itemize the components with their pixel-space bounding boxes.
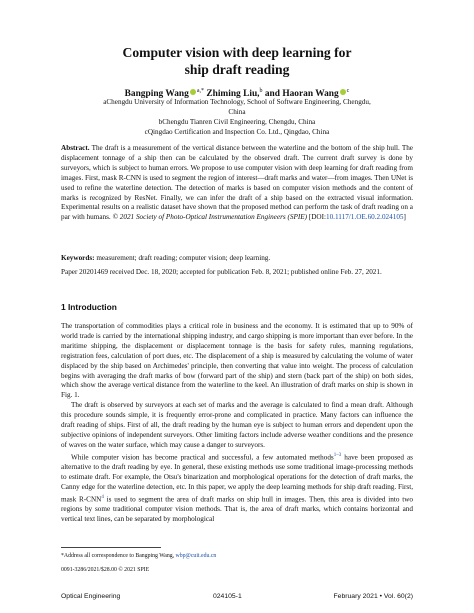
intro-paragraph-2: The draft is observed by surveyors at each set of marks and the average is calculated to find a mean draft. Although this procedure sounds simple, it is frequently error-prone and complicated in practice. Many factors can influence the draft reading of ships. First of all, the draft reading by the human eye is subject to human errors and dependent upon the subjective opinions of independent surveyors. Other limiting factors include adverse weather conditions and the presence of waves on the water surface, which may cause a danger to surveyors. [61,401,413,449]
doi-prefix: [DOI: [308,213,326,222]
paper-history: Paper 20201469 received Dec. 18, 2020; accepted for publication Feb. 8, 2021; published online Feb. 27, 2021. [61,268,382,276]
page-number: 024105-1 [213,593,242,600]
affiliation-a-country: China [228,108,246,116]
affiliation-c: cQingdao Certification and Inspection Co. Ltd., Qingdao, China [144,128,330,136]
title-line-1: Computer vision with deep learning for [122,45,352,60]
footnote-divider [61,547,161,548]
intro-p3-part-c: is used to segment the area of draft marks on ship hull in images. Then, this area is divided into two regions by some traditional computer vision methods. That is, the area of draft marks, which contains horizontal and vertical text lines, can be separated by morphological [61,495,413,523]
author-3-affil: c [346,88,350,94]
section-heading: 1 Introduction [61,302,117,312]
intro-paragraph-1: The transportation of commodities plays a critical role in business and the economy. It is estimated that up to 90% of world trade is carried by the international shipping industry, and cargo shipping is more important than ever before. In the maritime shipping, the displacement or displacement tonnage is the basis for safety rules, manning regulations, registration fees, calculation of port dues, etc. The displacement of a ship is measured by calculating the volume of water displaced by the ship based on Archimedes' principle, then converting that value into weight. The process of calculation begins with averaging the draft marks of bow (forward part of the ship) and stern (back part of the ship) on both sides, which show the average vertical distance from the waterline to the keel. An illustration of draft marks on ship is shown in Fig. 1. [61,322,413,400]
citation-ref-1-3[interactable]: 1–3 [333,452,342,458]
abstract-label: Abstract. [61,144,90,152]
intro-p3-part-a: While computer vision has become practical and successful, a few automated methods [71,453,334,462]
journal-name: Optical Engineering [61,593,121,600]
author-1: Bangping Wang [124,89,189,99]
author-1-affil: a,* [196,88,205,94]
correspondence-note [61,552,413,560]
issue-info: February 2021 • Vol. 60(2) [333,593,413,600]
affiliations [48,97,426,137]
keywords-text: measurement; draft reading; computer vision; deep learning. [96,254,271,262]
affiliation-a: aChengdu University of Information Technology, School of Software Engineering, Chengdu, [103,98,371,106]
author-2-affil: b [259,88,263,94]
orcid-icon[interactable] [340,89,346,95]
citation-ref-4[interactable]: 4 [101,494,104,500]
doi-link[interactable]: 10.1117/1.OE.60.2.024105 [325,213,404,222]
paper-title [40,44,434,78]
author-2: Zhiming Liu, [206,89,260,99]
abstract-text: The draft is a measurement of the vertical distance between the waterline and the bottom of the ship hull. The displacement tonnage of a ship then can be calculated by the observed draft. The current draft survey is done by surveyors, which is subject to human errors. We propose to use computer vision with deep learning for draft reading from images. First, mask R-CNN is used to segment the region of interest—draft marks and water—from images. Then UNet is used to refine the waterline detection. The detection of marks is based on computer vision methods and the content of marks is recognized by ResNet. Finally, we can infer the draft of a ship based on the extracted visual information. Experimental results on a realistic dataset have shown that the proposed method can perform the task of draft reading on a par with humans. [61,144,413,222]
intro-paragraph-3 [61,451,413,525]
keywords [61,254,413,264]
email-link[interactable]: wbp@cuit.edu.cn [175,553,217,559]
doi-suffix: ] [403,213,406,222]
footnotes [61,552,413,580]
author-3: and Haoran Wang [264,89,339,99]
correspondence-text: *Address all correspondence to Bangping Wang, [61,553,176,559]
abstract [61,144,413,223]
orcid-icon[interactable] [190,89,196,95]
affiliation-b: bChengdu Tianren Civil Engineering, Chengdu, China [158,118,316,126]
keywords-label: Keywords: [61,254,95,262]
intro-p3-part-b: have been proposed as alternative to the draft reading by eye. In general, these existing methods use some traditional image-processing methods to estimate draft. For example, the Otsu's binarization and morphological operations for the detection of draft marks, the Canny edge for the waterline detection, etc. In this paper, we apply the deep learning methods for ship draft reading. First, mask R-CNN [61,453,413,504]
issn-line: 0091-3286/2021/$28.00 © 2021 SPIE [61,567,150,573]
introduction-body [61,322,413,525]
copyright-notice: © 2021 Society of Photo-Optical Instrumentation Engineers (SPIE) [112,213,308,222]
title-line-2: ship draft reading [184,62,290,77]
